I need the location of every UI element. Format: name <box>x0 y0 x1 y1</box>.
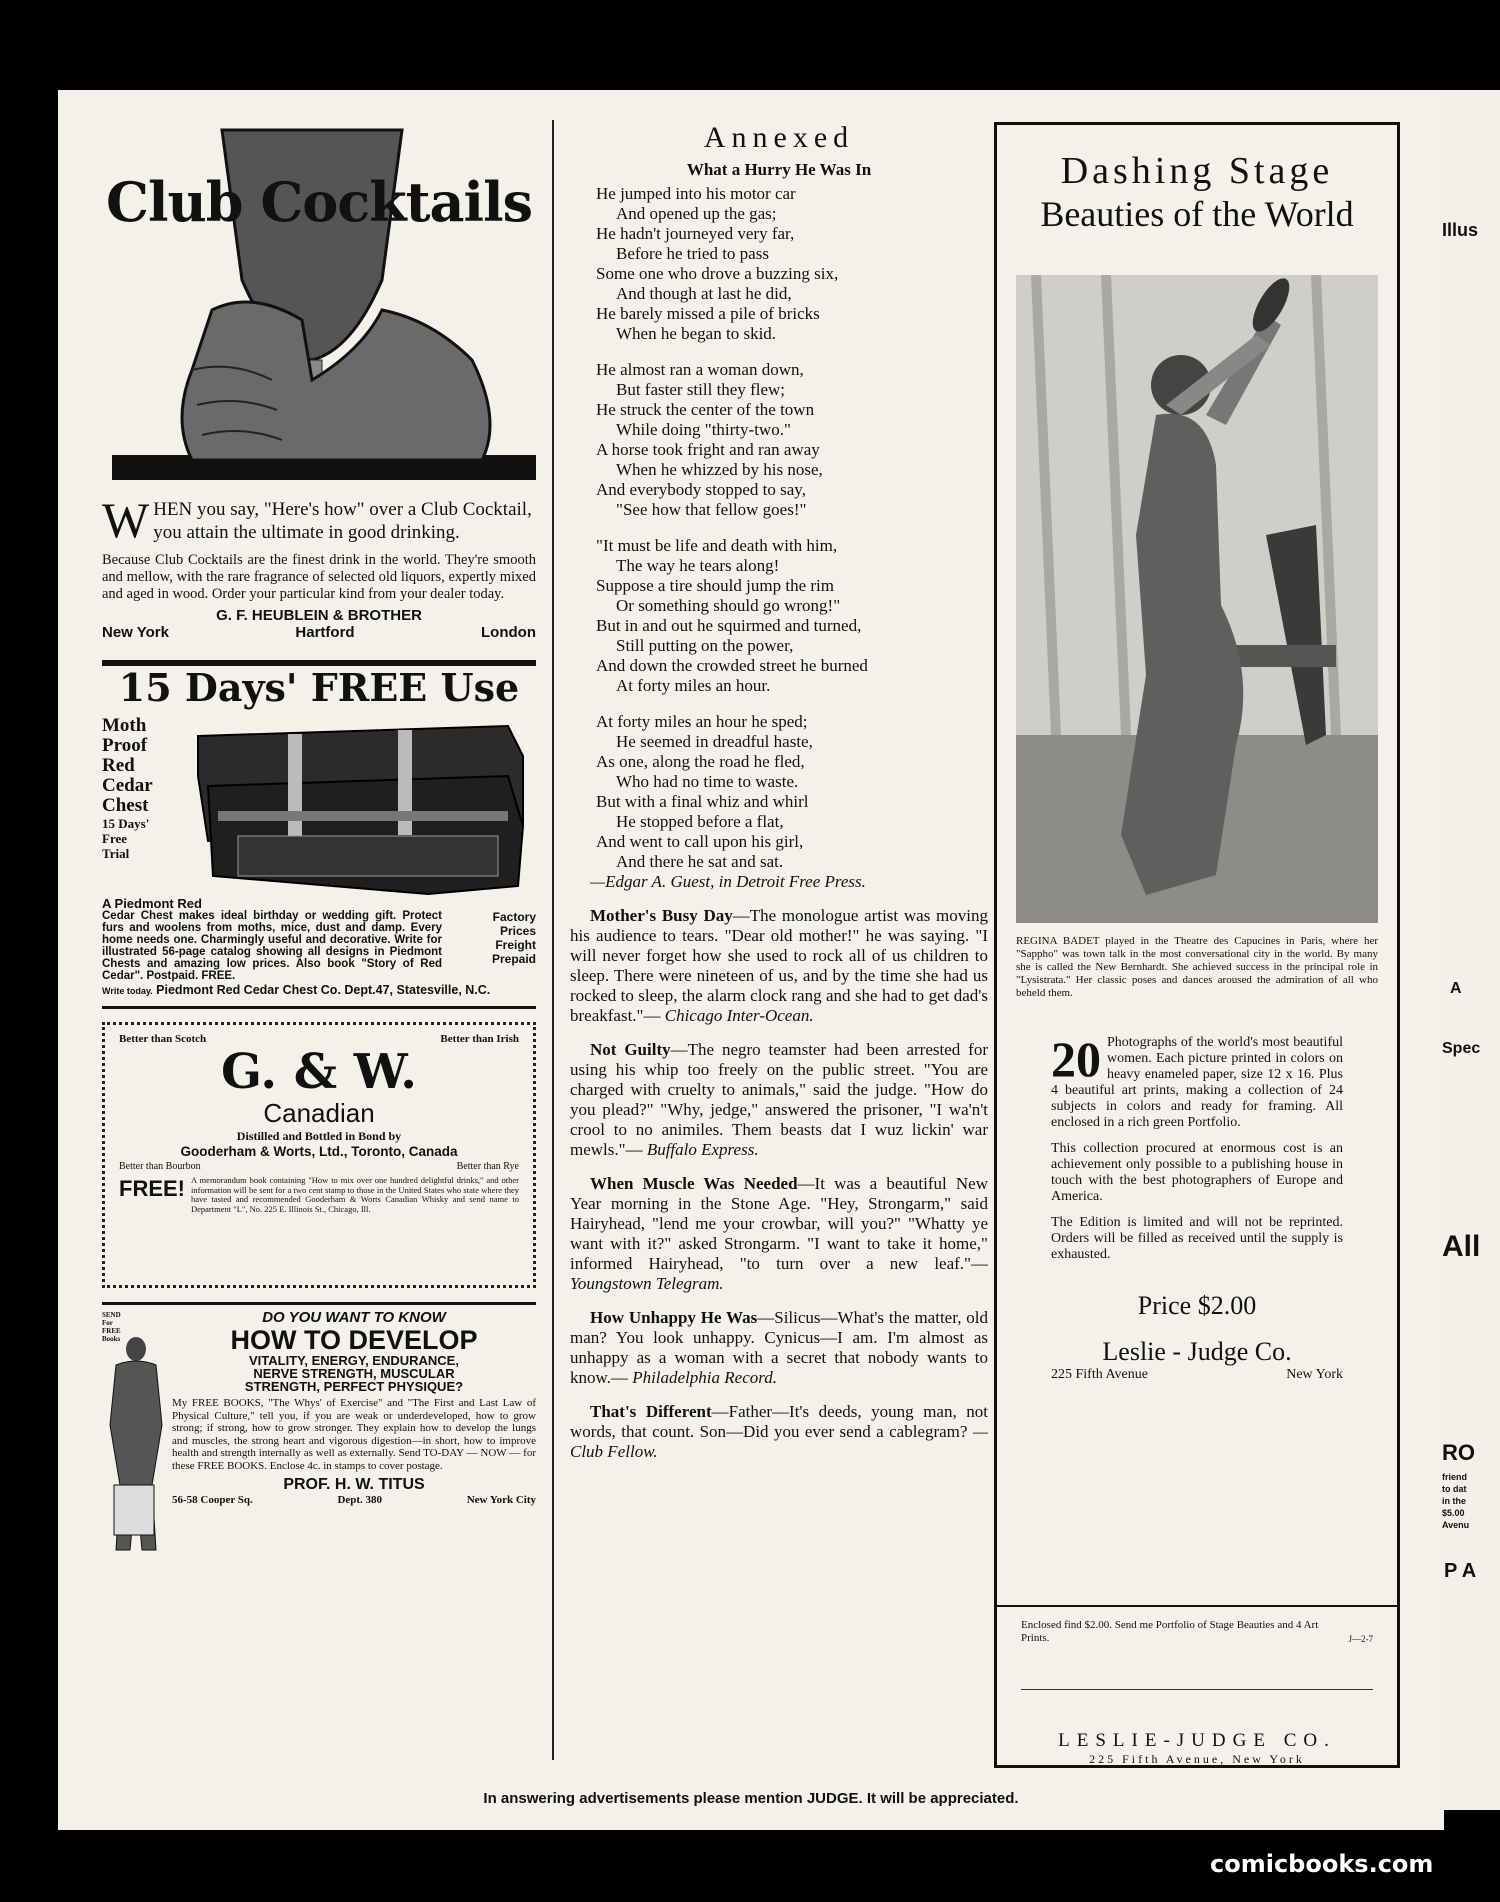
titus-sub3: STRENGTH, PERFECT PHYSIQUE? <box>244 1379 464 1394</box>
strongman-illustration <box>102 1335 168 1565</box>
poem-stanza: He jumped into his motor car And opened up the gas; He hadn't journeyed very far, Before he tried to pass Some one who drove a buzzing six, And though at last he did, He barely missed a pile of bricks When he began to skid. <box>596 184 839 343</box>
joke-item: Mother's Busy Day—The monologue artist was moving his audience to tears. "Dear old mother!" he was saying. "I will never forget how she used to rock all of us children to sleep. There were nineteen of us, and by the time she had us rocked to sleep, the alarm clock rang and she had to get dad's breakfast."— Chicago Inter-Ocean. <box>570 906 988 1025</box>
titus-sub2: NERVE STRENGTH, MUSCULAR <box>253 1366 455 1381</box>
gw-distilled: Distilled and Bottled in Bond by <box>236 1129 402 1143</box>
gw-right-bottom: Better than Rye <box>456 1161 519 1172</box>
poem-stanza: At forty miles an hour he sped; He seemed in dreadful haste, As one, along the road he fled, Who had no time to waste. But with a final whiz and whirl He stopped before a flat, And went to call upon his girl, And there he sat and sat. <box>596 712 813 871</box>
gw-sub: Canadian <box>263 1098 375 1128</box>
club-dropcap: W <box>102 492 150 548</box>
adjacent-page-edge <box>1440 90 1500 1810</box>
annexed-column <box>570 120 988 1462</box>
joke-item: Not Guilty—The negro teamster had been arrested for using his whip too freely on the public street. "You are charged with cruelty to animals," said the judge. "How do you plead?" "Why, jedge," answered the prisoner, "I wa'n't crool to no animiles. Them beasts dat I wuz lickin' war mewls."— Buffalo Express. <box>570 1040 988 1159</box>
chest-factory-prices: Factory Prices Freight Prepaid <box>491 910 536 966</box>
poem-title: What a Hurry He Was In <box>686 160 872 179</box>
gw-whisky-ad <box>102 1022 536 1288</box>
poem-stanza: "It must be life and death with him, The way he tears along! Suppose a tire should jump the rim Or something should go wrong!" But in and out he squirmed and turned, Still putting on the power, And down the crowded street he burned At forty miles an hour. <box>596 536 868 695</box>
gw-left-top: Better than Scotch <box>119 1033 207 1045</box>
club-company: G. F. HEUBLEIN & BROTHER <box>216 607 422 624</box>
titus-addr-mid: Dept. 380 <box>337 1494 383 1506</box>
club-copy <box>102 492 536 641</box>
titus-question: DO YOU WANT TO KNOW <box>262 1309 446 1326</box>
stage-num: 20 <box>1051 1031 1101 1087</box>
stage-copy <box>1051 1031 1343 1383</box>
gw-free-text: A memorandum book containing "How to mix over one hundred delightful drinks," and other information will be sent for a two cent stamp to those in the United States who state where they have tasted and recommended Gooderham & Worts Canadian Whisky and send name to Department "L", No. 225 E. Illinois St., Chicago, Ill. <box>191 1175 519 1214</box>
stage-title-2: Beauties of the World <box>1040 194 1354 234</box>
rp-a: A <box>1450 980 1462 997</box>
chest-body: Cedar Chest makes ideal birthday or wedding gift. Protect furs and woolens from moths, mice, dust and damp. Every home needs one. Charmingly useful and decorative. Write for illustrated 56-page catalog showing all designs in Piedmont Chests and amazing low prices. Also book "Story of Red Cedar". Postpaid. FREE. <box>102 910 442 982</box>
watermark: comicbooks.com <box>1210 1850 1434 1878</box>
stage-price: Price $2.00 <box>1137 1291 1257 1320</box>
cedar-chest-ad <box>102 660 536 1009</box>
poem-credit: —Edgar A. Guest, in Detroit Free Press. <box>590 872 866 891</box>
column-rule-left <box>552 120 554 1760</box>
coupon-name-line[interactable] <box>1021 1688 1373 1690</box>
joke-item: That's Different—Father—It's deeds, young man, not words, that count. Son—Did you ever send a cablegram? —Club Fellow. <box>570 1402 989 1461</box>
rp-avenu: Avenu <box>1442 1520 1470 1530</box>
gw-maker: Gooderham & Worts, Ltd., Toronto, Canada <box>180 1144 458 1159</box>
stage-beauties-ad <box>994 122 1400 1768</box>
gw-left-bottom: Better than Bourbon <box>119 1161 201 1172</box>
gw-right-top: Better than Irish <box>440 1033 519 1045</box>
titus-addr-left: 56-58 Cooper Sq. <box>172 1494 253 1506</box>
titus-name: PROF. H. W. TITUS <box>283 1476 425 1493</box>
chest-headline: 15 Days' FREE Use <box>118 665 520 710</box>
magazine-page <box>58 90 1444 1830</box>
stage-p1: Photographs of the world's most beautiful women. Each picture printed in colors on heavy enameled paper, size 12 x 16. Plus 4 beautiful art prints, making a collection of 24 subjects in colors and ready for framing. All enclosed in a rich green Portfolio. <box>1051 1035 1343 1130</box>
rp-inthe: in the <box>1442 1496 1466 1506</box>
rp-pa: P A <box>1444 1560 1477 1582</box>
poem <box>570 184 988 892</box>
stage-title-1: Dashing Stage <box>1060 150 1334 192</box>
titus-body: My FREE BOOKS, "The Whys' of Exercise" and "The First and Last Law of Physical Culture," tell you, if you are weak or underdeveloped, how to grow strong; if strong, how to grow stronger. They explain how to develop the lungs and muscles, the strong heart and vigorous digestion—in short, how to improve health and strength internally as well as externally. Send TO-DAY — NOW — for these FREE BOOKS. Enclose 4c. in stamps to cover postage. <box>172 1397 536 1472</box>
cedar-chest-illustration <box>178 716 528 896</box>
coupon-address: 225 Fifth Avenue, New York <box>1089 1752 1305 1766</box>
rp-all: All <box>1442 1230 1481 1263</box>
club-lead: HEN you say, "Here's how" over a Club Cocktail, you attain the ultimate in good drinking. <box>153 499 532 543</box>
city-new-york: New York <box>102 624 169 641</box>
stage-city: New York <box>1286 1367 1343 1382</box>
chest-side-big: Moth Proof Red Cedar Chest 15 Days' Free Trial <box>102 715 153 861</box>
gw-free: FREE! <box>119 1176 185 1201</box>
rp-price: $5.00 <box>1442 1508 1465 1518</box>
city-london: London <box>481 624 536 641</box>
club-cities <box>102 624 536 641</box>
left-ads-column <box>102 120 536 1506</box>
titus-badge: SEND For FREE Books <box>102 1311 121 1343</box>
rp-todat: to dat <box>1442 1484 1467 1494</box>
titus-ad <box>102 1302 536 1575</box>
joke-item: How Unhappy He Was—Silicus—What's the matter, old man? You look unhappy. Cynicus—I am. I'm almost as unhappy as a woman with a secret that nobody wants to know.— Philadelphia Record. <box>570 1308 988 1387</box>
club-headline: Club Cocktails <box>106 170 532 234</box>
titus-sub1: VITALITY, ENERGY, ENDURANCE, <box>249 1353 459 1368</box>
stage-p3: The Edition is limited and will not be reprinted. Orders will be filled as received until the supply is exhausted. <box>1051 1215 1343 1262</box>
rp-ro: RO <box>1442 1440 1475 1465</box>
chest-address-line: Write today. Piedmont Red Cedar Chest Co. Dept.47, Statesville, N.C. <box>102 983 491 997</box>
chest-copy <box>102 898 536 997</box>
joke-item: When Muscle Was Needed—It was a beautiful New Year morning in the Stone Age. "Hey, Strongarm," said Hairyhead, "lend me your crowbar, will you?" "Whatty ye want with it?" asked Strongarm. "I want to take it home," informed Hairyhead, "to turn over a new leaf."— Youngstown Telegram. <box>570 1174 989 1293</box>
city-hartford: Hartford <box>295 624 355 641</box>
chest-subhead: A Piedmont Red <box>102 896 202 911</box>
club-body: Because Club Cocktails are the finest drink in the world. They're smooth and mellow, with the rare fragrance of selected old liquors, expertly mixed and aged in wood. Order your particular kind from your dealer today. <box>102 552 536 602</box>
stage-address: 225 Fifth Avenue <box>1051 1367 1148 1382</box>
rp-spec: Spec <box>1442 1040 1481 1057</box>
coupon-text: Enclosed find $2.00. Send me Portfolio of Stage Beauties and 4 Art Prints. <box>1021 1619 1319 1644</box>
photo-caption: REGINA BADET played in the Theatre des Capucines in Paris, where her "Sappho" was town talk in the most conversational city in the world. By many she is called the New Bernhardt. She achieved success in the principal role in "Lysistrata." Her classic poses and dances aroused the admiration of all who beheld them. <box>1016 935 1378 999</box>
coupon-company: LESLIE-JUDGE CO. <box>1058 1730 1336 1751</box>
gw-brand: G. & W. <box>221 1044 417 1100</box>
titus-big: HOW TO DEVELOP <box>230 1325 478 1355</box>
poem-stanza: He almost ran a woman down, But faster still they flew; He struck the center of the town While doing "thirty-two." A horse took fright and ran away When he whizzed by his nose, And everybody stopped to say, "See how that fellow goes!" <box>596 360 823 519</box>
page-footer: In answering advertisements please mention JUDGE. It will be appreciated. <box>483 1790 1019 1807</box>
rp-illus: Illus <box>1442 220 1479 240</box>
rp-friend: friend <box>1442 1472 1468 1482</box>
stage-p2: This collection procured at enormous cost is an achievement only possible to a publishing house in touch with the best photographers of Europe and America. <box>1051 1141 1343 1204</box>
titus-addr-right: New York City <box>466 1494 536 1506</box>
order-coupon[interactable] <box>997 1605 1397 1767</box>
coupon-code: J—2-7 <box>1348 1634 1373 1644</box>
annexed-title: Annexed <box>703 121 855 154</box>
stage-company: Leslie - Judge Co. <box>1102 1337 1292 1366</box>
regina-badet-photo <box>1016 275 1378 923</box>
club-cocktails-ad <box>102 120 536 660</box>
